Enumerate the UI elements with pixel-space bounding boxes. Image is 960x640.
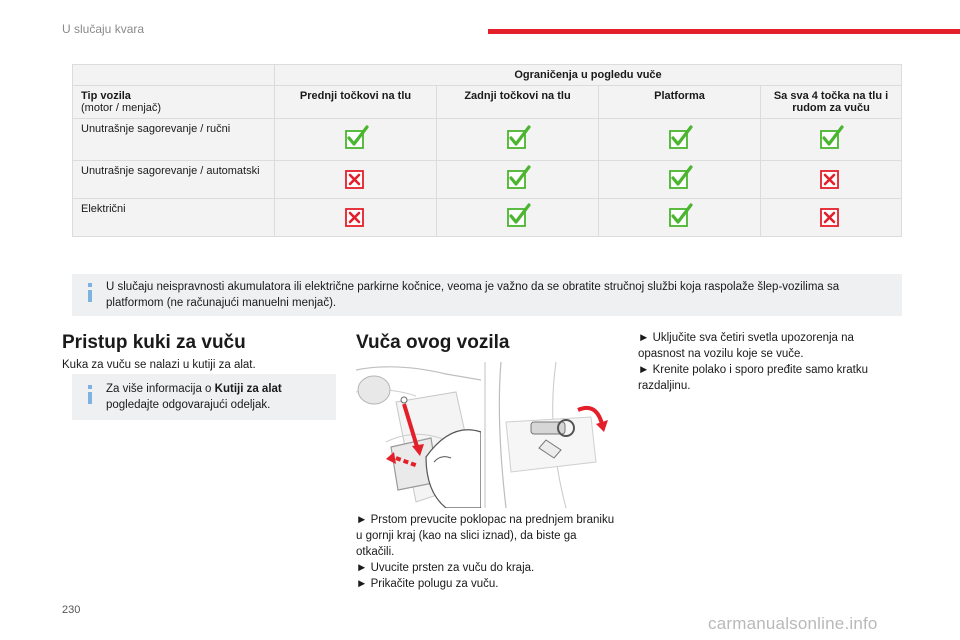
col-header-platform: Platforma — [599, 86, 761, 119]
mark-cell — [599, 161, 761, 199]
check-icon — [343, 125, 369, 151]
row-label: Unutrašnje sagorevanje / automatski — [73, 161, 275, 199]
hitch-section-title: Pristup kuki za vuču — [62, 332, 246, 353]
vehicle-type-header — [73, 86, 275, 119]
towing-step: ► Prikačite polugu za vuču. — [356, 578, 499, 590]
mark-cell — [761, 119, 902, 161]
towing-step: ► Uvucite prsten za vuču do kraja. — [356, 562, 535, 574]
info-icon — [88, 283, 92, 303]
table-corner-cell — [73, 65, 275, 86]
section-title: U slučaju kvara — [62, 22, 145, 36]
row-label: Električni — [73, 199, 275, 237]
mark-cell — [275, 199, 437, 237]
row-label: Unutrašnje sagorevanje / ručni — [73, 119, 275, 161]
mark-cell — [599, 199, 761, 237]
towing-steps-left — [356, 512, 618, 592]
watermark: carmanualsonline.info — [708, 614, 878, 633]
check-icon — [505, 165, 531, 191]
towing-section-title: Vuča ovog vozila — [356, 332, 510, 353]
col-header-front-wheels: Prednji točkovi na tlu — [275, 86, 437, 119]
towing-step: ► Prstom prevucite poklopac na prednjem braniku u gornji kraj (kao na slici iznad), da biste ga otkačili. — [356, 514, 615, 558]
toolbox-info-text: Za više informacija o Kutiji za alat pogledajte odgovarajući odeljak. — [106, 383, 282, 411]
table-row — [73, 199, 902, 237]
table-row — [73, 161, 902, 199]
page-number: 230 — [62, 604, 81, 616]
towing-restrictions-table — [72, 64, 902, 237]
col-header-all-wheels: Sa sva 4 točka na tlu i rudom za vuču — [761, 86, 902, 119]
mark-cell — [761, 161, 902, 199]
vehicle-type-label: Tip vozila — [81, 90, 131, 102]
toolbox-info-box — [72, 374, 336, 420]
toolbox-link-text: Kutiji za alat — [214, 383, 282, 395]
check-icon — [667, 165, 693, 191]
col-header-rear-wheels: Zadnji točkovi na tlu — [437, 86, 599, 119]
towing-step: ► Krenite polako i sporo pređite samo kratku razdaljinu. — [638, 364, 868, 392]
cross-icon — [343, 165, 369, 191]
info-icon — [88, 385, 92, 405]
towing-steps-right — [638, 330, 900, 394]
cross-icon — [343, 203, 369, 229]
mark-cell — [275, 119, 437, 161]
check-icon — [667, 125, 693, 151]
hitch-location-text: Kuka za vuču se nalazi u kutiji za alat. — [62, 359, 256, 371]
cross-icon — [818, 165, 844, 191]
battery-notice — [72, 274, 902, 316]
vehicle-type-sub: (motor / menjač) — [81, 102, 162, 114]
mark-cell — [761, 199, 902, 237]
mark-cell — [437, 199, 599, 237]
table-row — [73, 119, 902, 161]
check-icon — [818, 125, 844, 151]
check-icon — [667, 203, 693, 229]
towing-step: ► Uključite sva četiri svetla upozorenja na opasnost na vozilu koje se vuče. — [638, 332, 854, 360]
battery-notice-text: U slučaju neispravnosti akumulatora ili električne parkirne kočnice, veoma je važno da se obratite stručnoj službi koja raspolaže šlep-vozilima sa platformom (ne računajući manuelni menjač). — [106, 281, 840, 309]
check-icon — [505, 125, 531, 151]
table-group-header: Ograničenja u pogledu vuče — [275, 65, 902, 86]
tow-ring-illustration — [356, 362, 616, 508]
cross-icon — [818, 203, 844, 229]
mark-cell — [437, 119, 599, 161]
mark-cell — [599, 119, 761, 161]
header-accent-bar — [488, 29, 960, 34]
mark-cell — [437, 161, 599, 199]
check-icon — [505, 203, 531, 229]
mark-cell — [275, 161, 437, 199]
